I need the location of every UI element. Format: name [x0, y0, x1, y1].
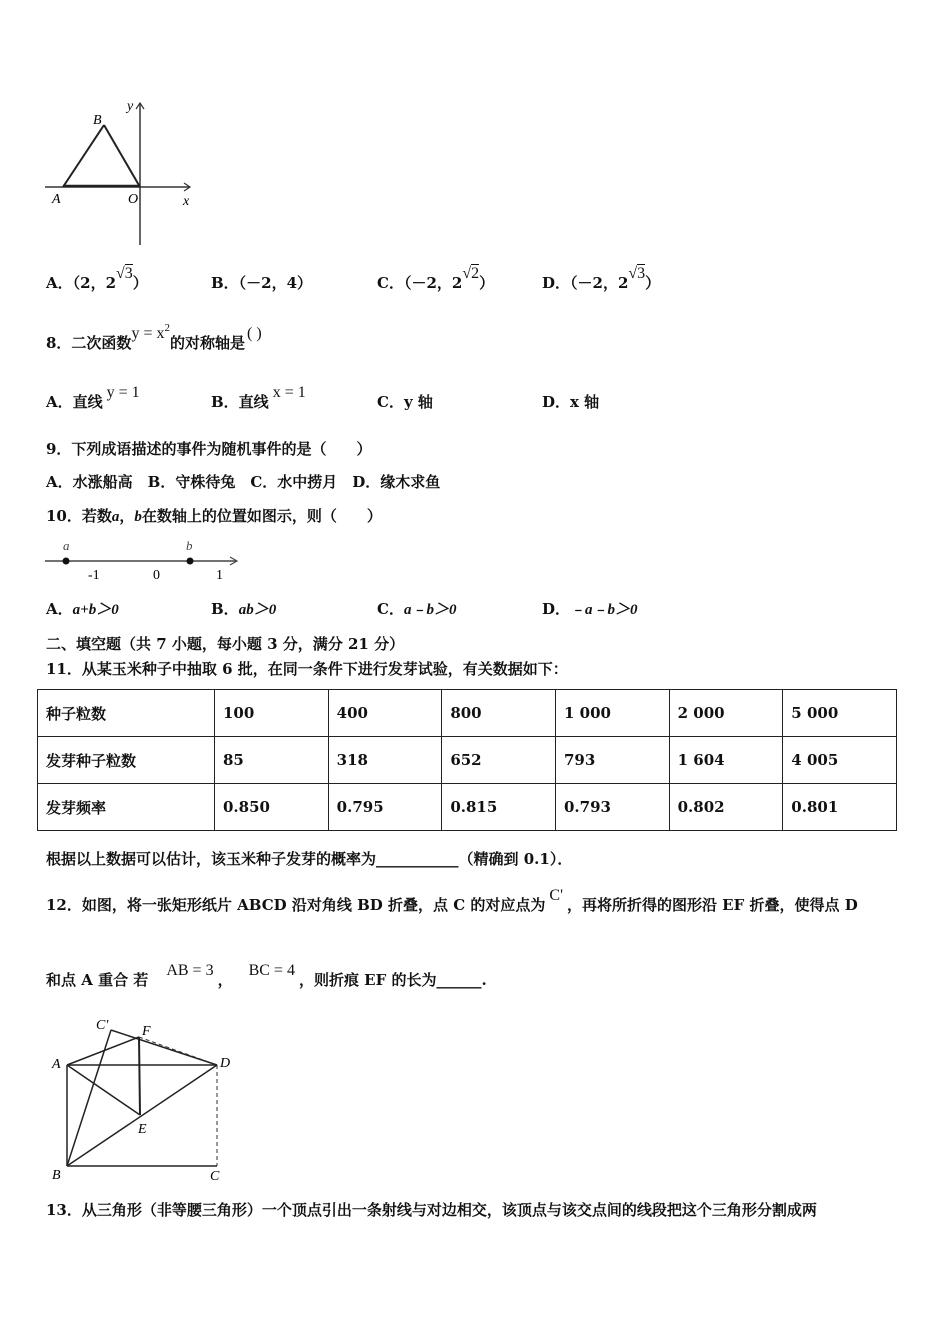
point-a	[63, 558, 70, 565]
row-header: 发芽种子粒数	[38, 737, 215, 784]
section-heading: 二、填空题（共 7 小题，每小题 3 分，满分 21 分）	[46, 635, 405, 653]
q13-stem: 13．从三角形（非等腰三角形）一个顶点引出一条射线与对边相交，该顶点与该交点间的线段把这个三角形分割成两	[46, 1201, 817, 1219]
q10-option-d[interactable]: D．﹣a﹣b＞0	[542, 600, 638, 618]
label-d: D	[220, 1056, 231, 1071]
q12-fold-figure	[44, 1012, 244, 1187]
table-row	[38, 737, 897, 784]
label-c-prime: C'	[96, 1018, 109, 1033]
q12-stem-line1: 12．如图，将一张矩形纸片 ABCD 沿对角线 BD 折叠，点 C 的对应点为C'，再将所折得的图形沿 EF 折叠，使得点 D	[46, 887, 858, 914]
segment-ab	[63, 125, 104, 187]
table-cell: 100	[215, 690, 329, 737]
table-cell: 0.802	[669, 784, 783, 831]
table-cell: 800	[442, 690, 556, 737]
q11-conclusion: 根据以上数据可以估计，该玉米种子发芽的概率为___________（精确到 0.1）．	[46, 850, 573, 868]
q8-option-c[interactable]: C．y 轴	[377, 393, 433, 411]
label-y: y	[127, 99, 134, 114]
label-a: A	[52, 1057, 61, 1072]
q10-option-a[interactable]: A．a+b＞0	[46, 600, 119, 618]
q8-option-d[interactable]: D．x 轴	[542, 393, 600, 411]
germination-table	[37, 689, 897, 831]
label-x: x	[183, 194, 190, 209]
q10-number-line	[40, 535, 250, 585]
q8-option-b[interactable]: B．直线x = 1	[211, 384, 306, 411]
table-cell: 793	[555, 737, 669, 784]
label-f: F	[142, 1024, 151, 1039]
label-o: O	[128, 192, 139, 207]
tick-minus-one: -1	[88, 568, 100, 583]
table-cell: 0.815	[442, 784, 556, 831]
sqrt-icon: √2	[462, 265, 480, 282]
q9-options[interactable]: A．水涨船高 B．守株待兔 C．水中捞月 D．缘木求鱼	[46, 473, 441, 491]
q7-option-a[interactable]: A．（2，2√3）	[46, 265, 148, 292]
table-cell: 0.793	[555, 784, 669, 831]
q11-stem: 11．从某玉米种子中抽取 6 批，在同一条件下进行发芽试验，有关数据如下：	[46, 660, 568, 678]
table-cell: 1 000	[555, 690, 669, 737]
row-header: 发芽频率	[38, 784, 215, 831]
table-cell: 0.850	[215, 784, 329, 831]
table-cell: 0.795	[328, 784, 442, 831]
label-b: B	[52, 1168, 61, 1183]
table-row	[38, 690, 897, 737]
q7-option-c[interactable]: C．（－2，2√2）	[377, 265, 495, 292]
q12-stem-line2: 和点 A 重合 若AB = 3，BC = 4，则折痕 EF 的长为______.	[46, 962, 487, 989]
q8-option-a[interactable]: A．直线y = 1	[46, 384, 140, 411]
label-e: E	[138, 1122, 147, 1137]
point-b	[187, 558, 194, 565]
label-c: C	[210, 1169, 220, 1184]
q7-option-b[interactable]: B．（－2，4）	[211, 274, 313, 292]
tick-one: 1	[216, 568, 223, 583]
table-cell: 400	[328, 690, 442, 737]
table-row	[38, 784, 897, 831]
label-a: A	[52, 192, 61, 207]
table-cell: 2 000	[669, 690, 783, 737]
table-cell: 85	[215, 737, 329, 784]
q8-stem: 8．二次函数$y = x^2$的对称轴是( )	[46, 322, 262, 352]
table-cell: 4 005	[783, 737, 897, 784]
q10-option-b[interactable]: B．ab＞0	[211, 600, 277, 618]
table-cell: 0.801	[783, 784, 897, 831]
table-cell: 318	[328, 737, 442, 784]
segment-bo	[104, 125, 140, 187]
q7-coordinate-figure	[40, 95, 200, 250]
label-b: b	[186, 538, 193, 553]
table-cell: 5 000	[783, 690, 897, 737]
label-b: B	[93, 113, 102, 128]
sqrt-icon: √3	[628, 265, 646, 282]
q10-option-c[interactable]: C．a﹣b＞0	[377, 600, 457, 618]
q10-stem: 10．若数a，b在数轴上的位置如图示，则（ ）	[46, 507, 382, 525]
q9-stem: 9．下列成语描述的事件为随机事件的是（ ）	[46, 440, 372, 458]
q7-option-d[interactable]: D．（－2，2√3）	[542, 265, 661, 292]
label-a: a	[63, 538, 70, 553]
row-header: 种子粒数	[38, 690, 215, 737]
sqrt-icon: √3	[116, 265, 133, 282]
table-cell: 1 604	[669, 737, 783, 784]
tick-zero: 0	[153, 568, 160, 583]
table-cell: 652	[442, 737, 556, 784]
